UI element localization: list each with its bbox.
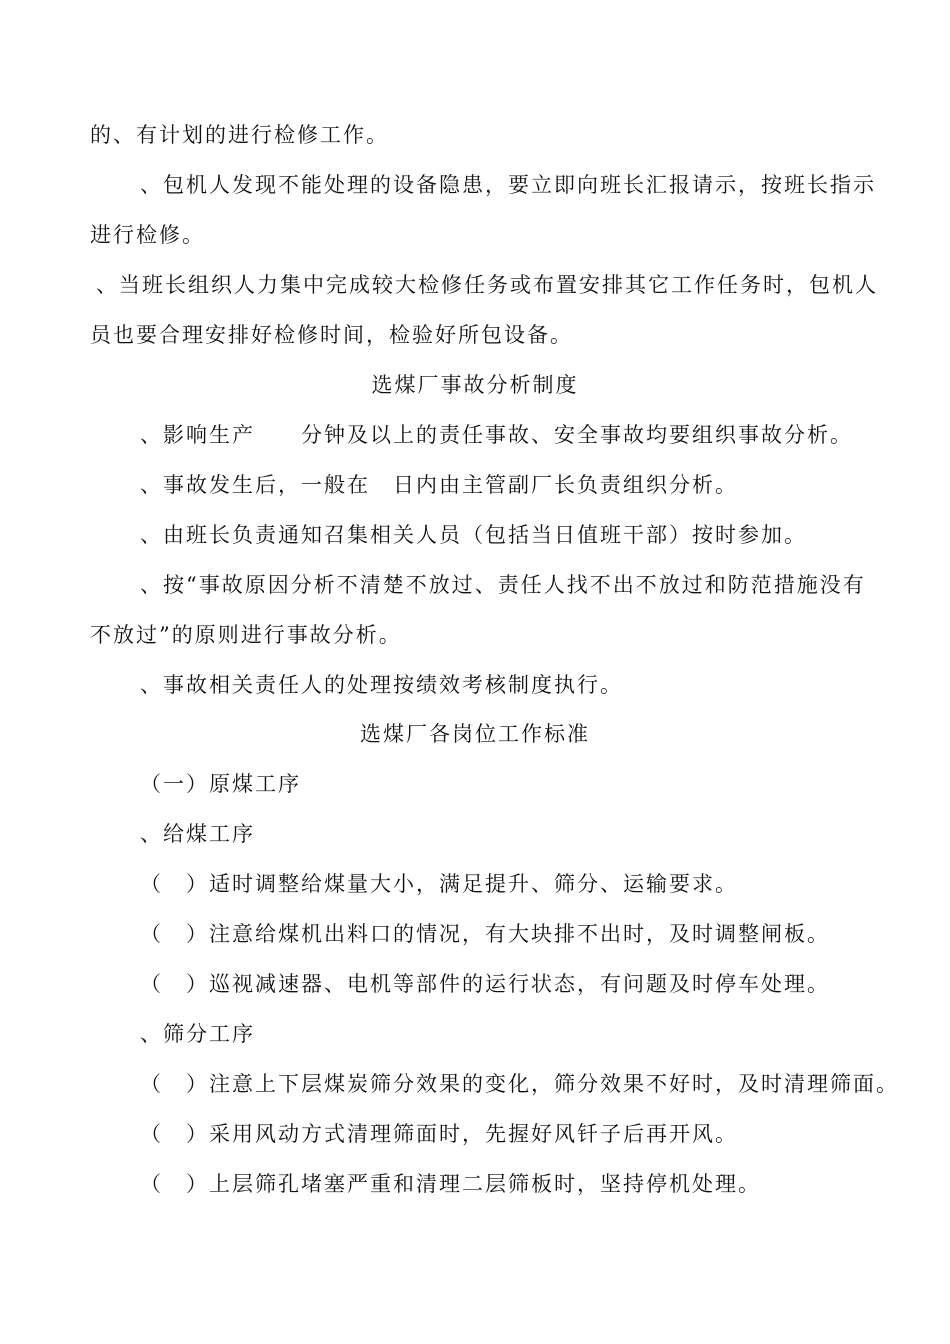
paragraph-line: 不放过”的原则进行事故分析。	[90, 623, 402, 647]
paragraph-line: 、当班长组织人力集中完成较大检修任务或布置安排其它工作任务时，包机人	[96, 273, 878, 297]
paragraph-line: 、包机人发现不能处理的设备隐患，要立即向班长汇报请示，按班长指示	[140, 173, 876, 197]
list-item: （ ）注意给煤机出料口的情况，有大块排不出时，及时调整闸板。	[140, 922, 830, 946]
subsection-heading: （一）原煤工序	[140, 772, 301, 796]
paragraph-line: 、事故发生后，一般在 日内由主管副厂长负责组织分析。	[140, 473, 738, 497]
paragraph-line: 、影响生产 分钟及以上的责任事故、安全事故均要组织事故分析。	[140, 423, 853, 447]
subsection-heading: 、给煤工序	[140, 822, 255, 846]
section-heading: 选煤厂各岗位工作标准	[360, 722, 590, 746]
list-item: （ ）巡视减速器、电机等部件的运行状态，有问题及时停车处理。	[140, 972, 830, 996]
paragraph-line: 的、有计划的进行检修工作。	[90, 123, 389, 147]
paragraph-line: 、事故相关责任人的处理按绩效考核制度执行。	[140, 673, 623, 697]
list-item: （ ）上层筛孔堵塞严重和清理二层筛板时，坚持停机处理。	[140, 1172, 761, 1196]
list-item: （ ）适时调整给煤量大小，满足提升、筛分、运输要求。	[140, 872, 738, 896]
paragraph-line: 进行检修。	[90, 223, 205, 247]
list-item: （ ）注意上下层煤炭筛分效果的变化，筛分效果不好时，及时清理筛面。	[140, 1072, 899, 1096]
paragraph-line: 、按“事故原因分析不清楚不放过、责任人找不出不放过和防范措施没有	[140, 573, 866, 597]
paragraph-line: 、由班长负责通知召集相关人员（包括当日值班干部）按时参加。	[140, 523, 807, 547]
section-heading: 选煤厂事故分析制度	[371, 373, 579, 397]
paragraph-line: 员也要合理安排好检修时间，检验好所包设备。	[90, 323, 573, 347]
subsection-heading: 、筛分工序	[140, 1022, 255, 1046]
list-item: （ ）采用风动方式清理筛面时，先握好风钎子后再开风。	[140, 1122, 738, 1146]
